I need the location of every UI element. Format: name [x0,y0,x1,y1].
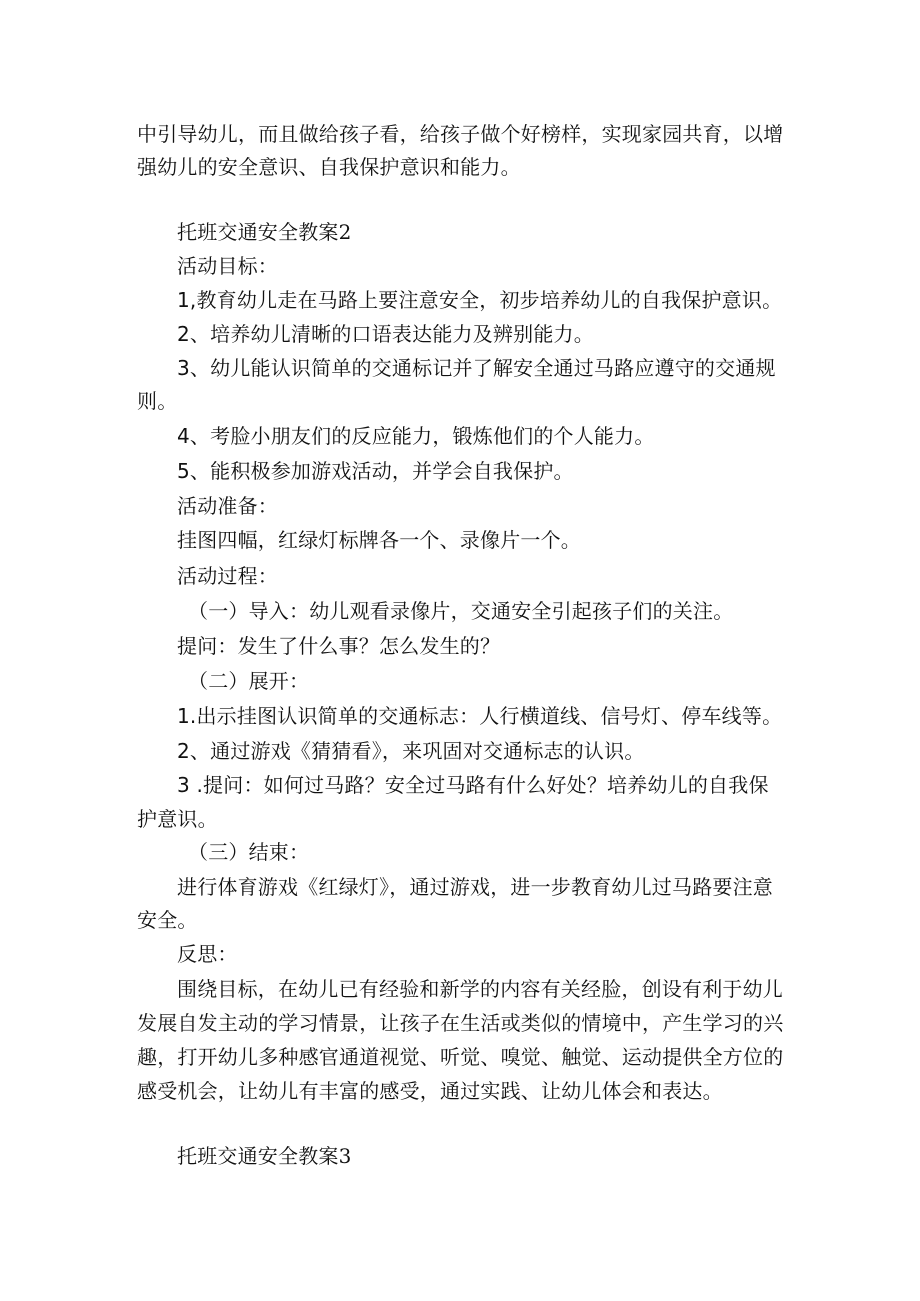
reflection-label: 反思： [177,942,238,966]
goal-item-1: 1,教育幼儿走在马路上要注意安全，初步培养幼儿的自我保护意识。 [177,288,783,312]
step2-item-3-cont: 护意识。 [137,807,218,831]
step2-item-2: 2、通过游戏《猜猜看》，来巩固对交通标志的认识。 [177,739,645,763]
lesson2-title: 托班交通安全教案2 [177,220,352,244]
lesson3-title: 托班交通安全教案3 [177,1144,352,1168]
intro-line-1: 中引导幼儿，而且做给孩子看，给孩子做个好榜样，实现家园共育，以增 [137,122,784,146]
step2-item-1: 1.出示挂图认识简单的交通标志：人行横道线、信号灯、停车线等。 [177,704,783,728]
reflection-line-3: 趣，打开幼儿多种感官通道视觉、听觉、嗅觉、触觉、运动提供全方位的 [137,1045,784,1069]
reflection-line-4: 感受机会，让幼儿有丰富的感受，通过实践、让幼儿体会和表达。 [137,1079,723,1103]
process-label: 活动过程： [177,564,278,588]
goal-item-4: 4、考脸小朋友们的反应能力，锻炼他们的个人能力。 [177,424,655,448]
step2-item-3: 3 .提问：如何过马路？安全过马路有什么好处？培养幼儿的自我保 [177,773,769,797]
intro-line-2: 强幼儿的安全意识、自我保护意识和能力。 [137,155,521,179]
reflection-line-2: 发展自发主动的学习情景，让孩子在生活或类似的情境中，产生学习的兴 [137,1011,784,1035]
goals-label: 活动目标： [177,254,278,278]
goal-item-5: 5、能积极参加游戏活动，并学会自我保护。 [177,459,574,483]
step3-line-1: 进行体育游戏《红绿灯》，通过游戏，进一步教育幼儿过马路要注意 [177,875,773,899]
step3-line-2: 安全。 [137,908,198,932]
goal-item-2: 2、培养幼儿清晰的口语表达能力及辨别能力。 [177,322,594,346]
step-3: （三）结束： [188,840,310,864]
prep-text: 挂图四幅，红绿灯标牌各一个、录像片一个。 [177,528,581,552]
reflection-line-1: 围绕目标，在幼儿已有经验和新学的内容有关经脸，创设有利于幼儿 [177,977,783,1001]
prep-label: 活动准备： [177,494,278,518]
goal-item-3-cont: 则。 [137,389,178,413]
goal-item-3: 3、幼儿能认识简单的交通标记并了解安全通过马路应遵守的交通规 [177,356,776,380]
question: 提问：发生了什么事？怎么发生的？ [177,634,501,658]
step-2: （二）展开： [188,669,310,693]
step-1: （一）导入：幼儿观看录像片，交通安全引起孩子们的关注。 [188,599,734,623]
